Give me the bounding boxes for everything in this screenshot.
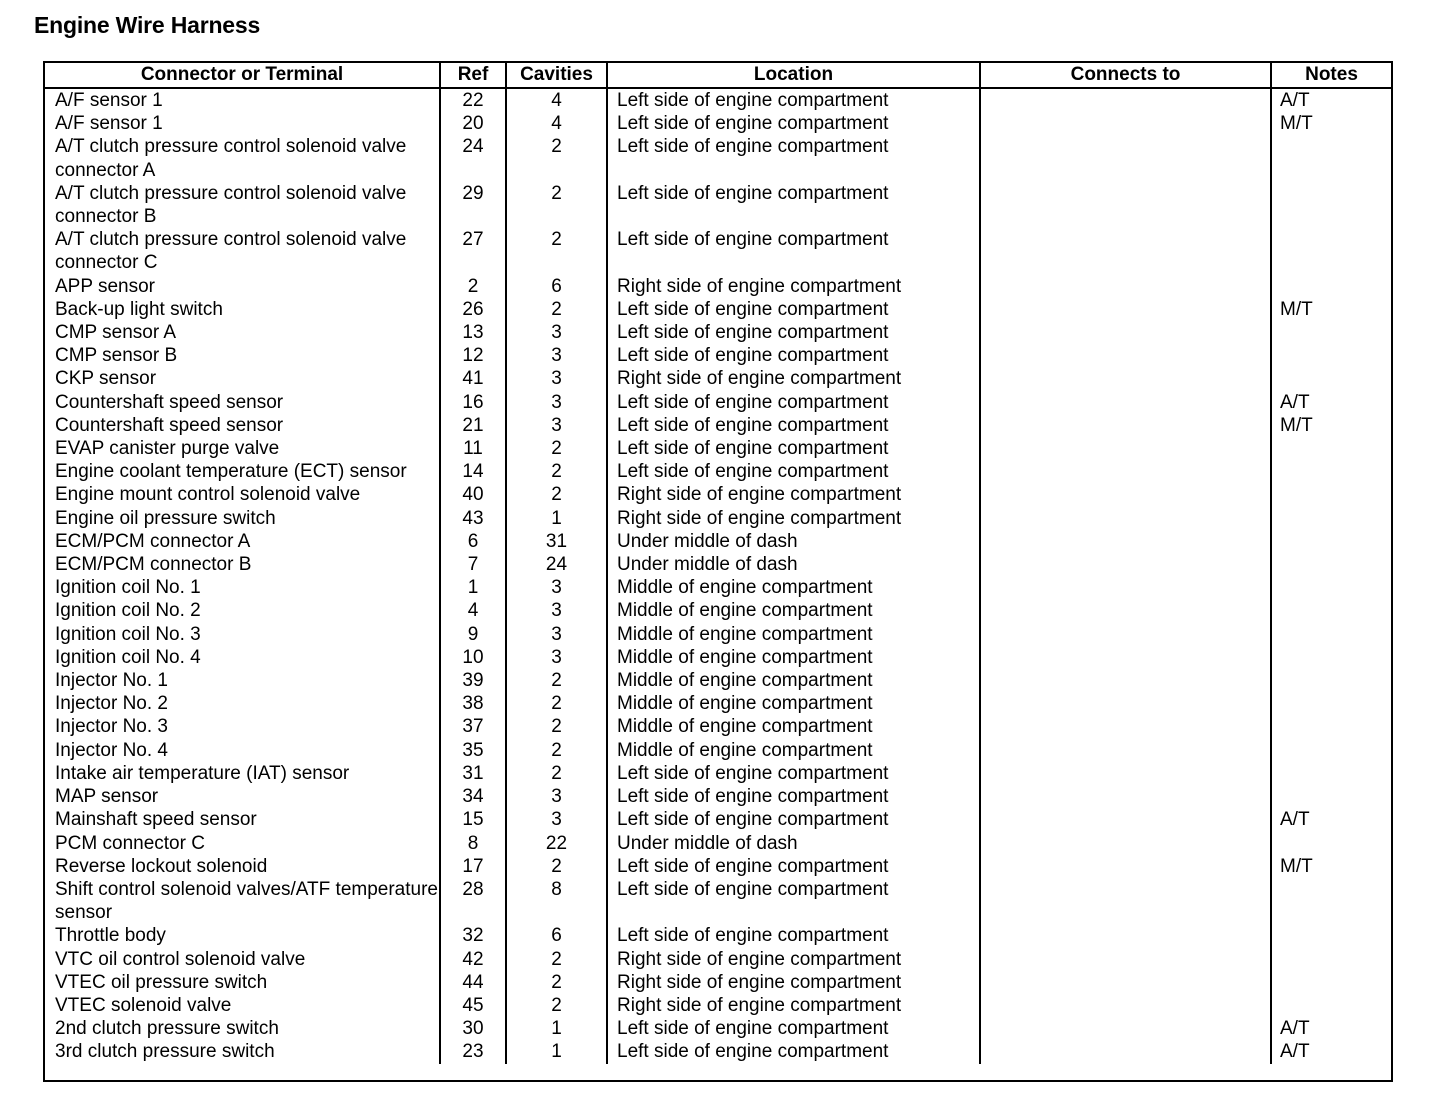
- cell-ref: 12: [440, 344, 506, 367]
- table-row: [45, 112, 1391, 135]
- table-row: [45, 1017, 1391, 1040]
- cell-connects-to: [980, 135, 1271, 181]
- cell-connects-to: [980, 483, 1271, 506]
- cell-connects-to: [980, 275, 1271, 298]
- cell-ref: 45: [440, 994, 506, 1017]
- cell-location: Middle of engine compartment: [607, 623, 980, 646]
- cell-location: Right side of engine compartment: [607, 507, 980, 530]
- cell-connects-to: [980, 669, 1271, 692]
- cell-ref: 10: [440, 646, 506, 669]
- cell-connects-to: [980, 739, 1271, 762]
- cell-connector: APP sensor: [55, 275, 155, 297]
- cell-location: Middle of engine compartment: [607, 599, 980, 622]
- cell-connects-to: [980, 460, 1271, 483]
- table-row: [45, 623, 1391, 646]
- cell-cavities: 4: [506, 112, 607, 135]
- table-row: [45, 646, 1391, 669]
- cell-connects-to: [980, 623, 1271, 646]
- cell-cavities: 2: [506, 182, 607, 228]
- cell-location: Right side of engine compartment: [607, 483, 980, 506]
- cell-notes: M/T: [1271, 414, 1391, 437]
- table-row: [45, 832, 1391, 855]
- cell-connector: VTEC oil pressure switch: [55, 971, 268, 993]
- cell-cavities: 2: [506, 739, 607, 762]
- cell-ref: 37: [440, 715, 506, 738]
- cell-connects-to: [980, 437, 1271, 460]
- cell-connector: Back-up light switch: [55, 298, 223, 320]
- table-row: [45, 367, 1391, 390]
- cell-cavities: 2: [506, 855, 607, 878]
- cell-connects-to: [980, 924, 1271, 947]
- cell-connector: CMP sensor B: [55, 345, 178, 367]
- cell-location: Left side of engine compartment: [607, 344, 980, 367]
- cell-ref: 31: [440, 762, 506, 785]
- cell-ref: 23: [440, 1040, 506, 1063]
- cell-connector: Injector No. 3: [55, 716, 168, 738]
- cell-connects-to: [980, 182, 1271, 228]
- cell-location: Middle of engine compartment: [607, 715, 980, 738]
- cell-location: Left side of engine compartment: [607, 785, 980, 808]
- cell-notes: [1271, 832, 1391, 855]
- cell-ref: 27: [440, 228, 506, 274]
- cell-connects-to: [980, 646, 1271, 669]
- cell-cavities: 22: [506, 832, 607, 855]
- cell-notes: A/T: [1271, 808, 1391, 831]
- cell-location: Middle of engine compartment: [607, 646, 980, 669]
- table-row: [45, 298, 1391, 321]
- cell-ref: 41: [440, 367, 506, 390]
- harness-table-frame: [43, 61, 1393, 1082]
- cell-location: Left side of engine compartment: [607, 321, 980, 344]
- cell-connector: MAP sensor: [55, 786, 159, 808]
- cell-location: Left side of engine compartment: [607, 298, 980, 321]
- cell-cavities: 2: [506, 971, 607, 994]
- cell-cavities: 3: [506, 599, 607, 622]
- cell-ref: 20: [440, 112, 506, 135]
- cell-ref: 13: [440, 321, 506, 344]
- cell-connector: PCM connector C: [55, 832, 205, 854]
- cell-connector: A/T clutch pressure control solenoid valve connector A: [55, 136, 407, 181]
- cell-connector: VTEC solenoid valve: [55, 994, 232, 1016]
- cell-connects-to: [980, 344, 1271, 367]
- cell-location: Left side of engine compartment: [607, 855, 980, 878]
- cell-cavities: 2: [506, 483, 607, 506]
- cell-connects-to: [980, 507, 1271, 530]
- cell-location: Left side of engine compartment: [607, 228, 980, 274]
- cell-cavities: 2: [506, 298, 607, 321]
- cell-notes: [1271, 692, 1391, 715]
- cell-connects-to: [980, 855, 1271, 878]
- cell-connector: Injector No. 2: [55, 693, 168, 715]
- cell-notes: [1271, 182, 1391, 228]
- cell-cavities: 6: [506, 275, 607, 298]
- cell-connects-to: [980, 530, 1271, 553]
- cell-connects-to: [980, 553, 1271, 576]
- cell-cavities: 2: [506, 460, 607, 483]
- cell-notes: M/T: [1271, 855, 1391, 878]
- cell-connects-to: [980, 367, 1271, 390]
- cell-connector: Engine oil pressure switch: [55, 507, 276, 529]
- cell-location: Left side of engine compartment: [607, 924, 980, 947]
- cell-cavities: 3: [506, 414, 607, 437]
- cell-ref: 22: [440, 88, 506, 112]
- cell-location: Left side of engine compartment: [607, 112, 980, 135]
- cell-location: Left side of engine compartment: [607, 88, 980, 112]
- table-body: [45, 88, 1391, 1064]
- cell-connector: VTC oil control solenoid valve: [55, 948, 306, 970]
- cell-connects-to: [980, 112, 1271, 135]
- cell-connector: Countershaft speed sensor: [55, 414, 284, 436]
- table-row: [45, 878, 1391, 924]
- cell-location: Right side of engine compartment: [607, 275, 980, 298]
- cell-connector: A/T clutch pressure control solenoid valve connector C: [55, 229, 407, 274]
- cell-cavities: 3: [506, 576, 607, 599]
- cell-notes: [1271, 878, 1391, 924]
- table-row: [45, 715, 1391, 738]
- cell-notes: [1271, 344, 1391, 367]
- cell-notes: [1271, 785, 1391, 808]
- cell-connector: Throttle body: [55, 925, 166, 947]
- cell-cavities: 3: [506, 646, 607, 669]
- cell-ref: 16: [440, 391, 506, 414]
- cell-location: Middle of engine compartment: [607, 739, 980, 762]
- cell-notes: [1271, 646, 1391, 669]
- cell-connects-to: [980, 414, 1271, 437]
- table-row: [45, 507, 1391, 530]
- cell-connects-to: [980, 948, 1271, 971]
- cell-ref: 6: [440, 530, 506, 553]
- cell-connector: Mainshaft speed sensor: [55, 809, 257, 831]
- cell-cavities: 1: [506, 1017, 607, 1040]
- cell-connects-to: [980, 228, 1271, 274]
- cell-location: Middle of engine compartment: [607, 692, 980, 715]
- cell-ref: 26: [440, 298, 506, 321]
- table-row: [45, 553, 1391, 576]
- cell-connects-to: [980, 692, 1271, 715]
- table-row: [45, 924, 1391, 947]
- cell-location: Left side of engine compartment: [607, 1017, 980, 1040]
- cell-cavities: 3: [506, 367, 607, 390]
- cell-location: Left side of engine compartment: [607, 1040, 980, 1063]
- table-row: [45, 88, 1391, 112]
- cell-location: Left side of engine compartment: [607, 762, 980, 785]
- cell-ref: 14: [440, 460, 506, 483]
- table-row: [45, 437, 1391, 460]
- cell-connector: CKP sensor: [55, 368, 157, 390]
- cell-location: Right side of engine compartment: [607, 948, 980, 971]
- cell-location: Left side of engine compartment: [607, 391, 980, 414]
- cell-ref: 28: [440, 878, 506, 924]
- cell-connects-to: [980, 321, 1271, 344]
- cell-location: Left side of engine compartment: [607, 808, 980, 831]
- cell-notes: [1271, 553, 1391, 576]
- cell-location: Right side of engine compartment: [607, 367, 980, 390]
- cell-cavities: 2: [506, 692, 607, 715]
- cell-location: Left side of engine compartment: [607, 460, 980, 483]
- table-row: [45, 692, 1391, 715]
- cell-connects-to: [980, 88, 1271, 112]
- cell-location: Right side of engine compartment: [607, 994, 980, 1017]
- table-row: [45, 182, 1391, 228]
- table-row: [45, 530, 1391, 553]
- table-row: [45, 135, 1391, 181]
- header-connects-to: Connects to: [980, 63, 1271, 88]
- cell-connects-to: [980, 1017, 1271, 1040]
- cell-notes: [1271, 924, 1391, 947]
- cell-notes: [1271, 367, 1391, 390]
- cell-connects-to: [980, 715, 1271, 738]
- table-row: [45, 460, 1391, 483]
- table-row: [45, 1040, 1391, 1063]
- cell-ref: 17: [440, 855, 506, 878]
- table-row: [45, 344, 1391, 367]
- cell-connects-to: [980, 878, 1271, 924]
- cell-notes: [1271, 576, 1391, 599]
- cell-notes: [1271, 507, 1391, 530]
- cell-cavities: 24: [506, 553, 607, 576]
- cell-location: Middle of engine compartment: [607, 669, 980, 692]
- cell-notes: [1271, 437, 1391, 460]
- cell-notes: [1271, 228, 1391, 274]
- cell-ref: 30: [440, 1017, 506, 1040]
- cell-connector: Ignition coil No. 1: [55, 577, 201, 599]
- cell-connects-to: [980, 971, 1271, 994]
- cell-ref: 11: [440, 437, 506, 460]
- cell-cavities: 3: [506, 785, 607, 808]
- cell-connector: Ignition coil No. 2: [55, 600, 201, 622]
- cell-ref: 39: [440, 669, 506, 692]
- cell-connector: Reverse lockout solenoid: [55, 855, 268, 877]
- cell-notes: [1271, 623, 1391, 646]
- table-row: [45, 948, 1391, 971]
- cell-cavities: 3: [506, 344, 607, 367]
- cell-notes: [1271, 460, 1391, 483]
- cell-connector: Ignition coil No. 4: [55, 646, 201, 668]
- cell-connects-to: [980, 832, 1271, 855]
- cell-notes: A/T: [1271, 391, 1391, 414]
- table-row: [45, 599, 1391, 622]
- cell-cavities: 3: [506, 808, 607, 831]
- cell-connector: Injector No. 4: [55, 739, 168, 761]
- cell-ref: 9: [440, 623, 506, 646]
- cell-location: Left side of engine compartment: [607, 414, 980, 437]
- cell-notes: M/T: [1271, 298, 1391, 321]
- cell-connects-to: [980, 994, 1271, 1017]
- cell-location: Left side of engine compartment: [607, 182, 980, 228]
- cell-ref: 29: [440, 182, 506, 228]
- cell-notes: [1271, 715, 1391, 738]
- cell-cavities: 2: [506, 228, 607, 274]
- cell-ref: 44: [440, 971, 506, 994]
- cell-location: Under middle of dash: [607, 553, 980, 576]
- cell-notes: [1271, 135, 1391, 181]
- cell-cavities: 2: [506, 669, 607, 692]
- table-row: [45, 483, 1391, 506]
- cell-ref: 8: [440, 832, 506, 855]
- header-cavities: Cavities: [506, 63, 607, 88]
- cell-ref: 7: [440, 553, 506, 576]
- cell-notes: [1271, 971, 1391, 994]
- cell-connects-to: [980, 808, 1271, 831]
- cell-ref: 42: [440, 948, 506, 971]
- table-row: [45, 228, 1391, 274]
- table-row: [45, 414, 1391, 437]
- cell-ref: 4: [440, 599, 506, 622]
- cell-cavities: 2: [506, 948, 607, 971]
- cell-connector: Injector No. 1: [55, 670, 168, 692]
- cell-connects-to: [980, 298, 1271, 321]
- cell-connector: Intake air temperature (IAT) sensor: [55, 762, 350, 784]
- table-row: [45, 762, 1391, 785]
- cell-notes: [1271, 762, 1391, 785]
- cell-ref: 32: [440, 924, 506, 947]
- cell-cavities: 3: [506, 623, 607, 646]
- cell-connects-to: [980, 785, 1271, 808]
- harness-table: [45, 63, 1391, 1064]
- cell-cavities: 4: [506, 88, 607, 112]
- cell-notes: [1271, 321, 1391, 344]
- cell-cavities: 2: [506, 437, 607, 460]
- cell-connector: Engine coolant temperature (ECT) sensor: [55, 461, 407, 483]
- cell-ref: 35: [440, 739, 506, 762]
- cell-notes: A/T: [1271, 88, 1391, 112]
- table-row: [45, 275, 1391, 298]
- cell-notes: A/T: [1271, 1017, 1391, 1040]
- cell-notes: [1271, 948, 1391, 971]
- cell-connects-to: [980, 599, 1271, 622]
- cell-location: Under middle of dash: [607, 832, 980, 855]
- cell-connector: A/T clutch pressure control solenoid valve connector B: [55, 182, 407, 228]
- header-connector: Connector or Terminal: [45, 63, 440, 88]
- cell-notes: [1271, 994, 1391, 1017]
- table-header-row: [45, 63, 1391, 88]
- cell-location: Right side of engine compartment: [607, 971, 980, 994]
- cell-cavities: 2: [506, 715, 607, 738]
- cell-ref: 2: [440, 275, 506, 298]
- cell-notes: [1271, 483, 1391, 506]
- header-location: Location: [607, 63, 980, 88]
- table-row: [45, 994, 1391, 1017]
- cell-notes: [1271, 599, 1391, 622]
- cell-connector: 3rd clutch pressure switch: [55, 1041, 275, 1063]
- cell-ref: 40: [440, 483, 506, 506]
- cell-cavities: 1: [506, 507, 607, 530]
- table-row: [45, 808, 1391, 831]
- table-row: [45, 576, 1391, 599]
- cell-ref: 24: [440, 135, 506, 181]
- cell-connects-to: [980, 1040, 1271, 1063]
- cell-notes: [1271, 739, 1391, 762]
- cell-connects-to: [980, 576, 1271, 599]
- cell-connector: CMP sensor A: [55, 322, 177, 344]
- cell-cavities: 3: [506, 321, 607, 344]
- cell-connects-to: [980, 391, 1271, 414]
- table-row: [45, 739, 1391, 762]
- cell-connector: Shift control solenoid valves/ATF temperature sensor: [55, 878, 438, 924]
- cell-ref: 21: [440, 414, 506, 437]
- table-row: [45, 855, 1391, 878]
- cell-ref: 34: [440, 785, 506, 808]
- cell-connector: ECM/PCM connector B: [55, 554, 252, 576]
- cell-location: Middle of engine compartment: [607, 576, 980, 599]
- header-notes: Notes: [1271, 63, 1391, 88]
- cell-ref: 38: [440, 692, 506, 715]
- cell-notes: [1271, 275, 1391, 298]
- cell-ref: 1: [440, 576, 506, 599]
- cell-connector: A/F sensor 1: [55, 90, 163, 111]
- cell-location: Left side of engine compartment: [607, 437, 980, 460]
- table-row: [45, 669, 1391, 692]
- cell-cavities: 3: [506, 391, 607, 414]
- cell-cavities: 2: [506, 994, 607, 1017]
- cell-location: Under middle of dash: [607, 530, 980, 553]
- cell-connector: Countershaft speed sensor: [55, 391, 284, 413]
- cell-location: Left side of engine compartment: [607, 878, 980, 924]
- cell-cavities: 8: [506, 878, 607, 924]
- cell-notes: A/T: [1271, 1040, 1391, 1063]
- cell-notes: [1271, 530, 1391, 553]
- cell-cavities: 2: [506, 762, 607, 785]
- header-ref: Ref: [440, 63, 506, 88]
- table-row: [45, 321, 1391, 344]
- cell-cavities: 6: [506, 924, 607, 947]
- cell-ref: 15: [440, 808, 506, 831]
- table-row: [45, 785, 1391, 808]
- cell-connector: 2nd clutch pressure switch: [55, 1018, 279, 1040]
- cell-connector: Engine mount control solenoid valve: [55, 484, 361, 506]
- cell-location: Left side of engine compartment: [607, 135, 980, 181]
- table-row: [45, 391, 1391, 414]
- cell-cavities: 1: [506, 1040, 607, 1063]
- cell-connects-to: [980, 762, 1271, 785]
- cell-connector: Ignition coil No. 3: [55, 623, 201, 645]
- cell-connector: A/F sensor 1: [55, 113, 163, 135]
- cell-cavities: 31: [506, 530, 607, 553]
- cell-notes: M/T: [1271, 112, 1391, 135]
- cell-connector: EVAP canister purge valve: [55, 438, 280, 460]
- cell-notes: [1271, 669, 1391, 692]
- cell-cavities: 2: [506, 135, 607, 181]
- cell-connector: ECM/PCM connector A: [55, 530, 251, 552]
- page-title: Engine Wire Harness: [34, 12, 261, 38]
- cell-ref: 43: [440, 507, 506, 530]
- table-row: [45, 971, 1391, 994]
